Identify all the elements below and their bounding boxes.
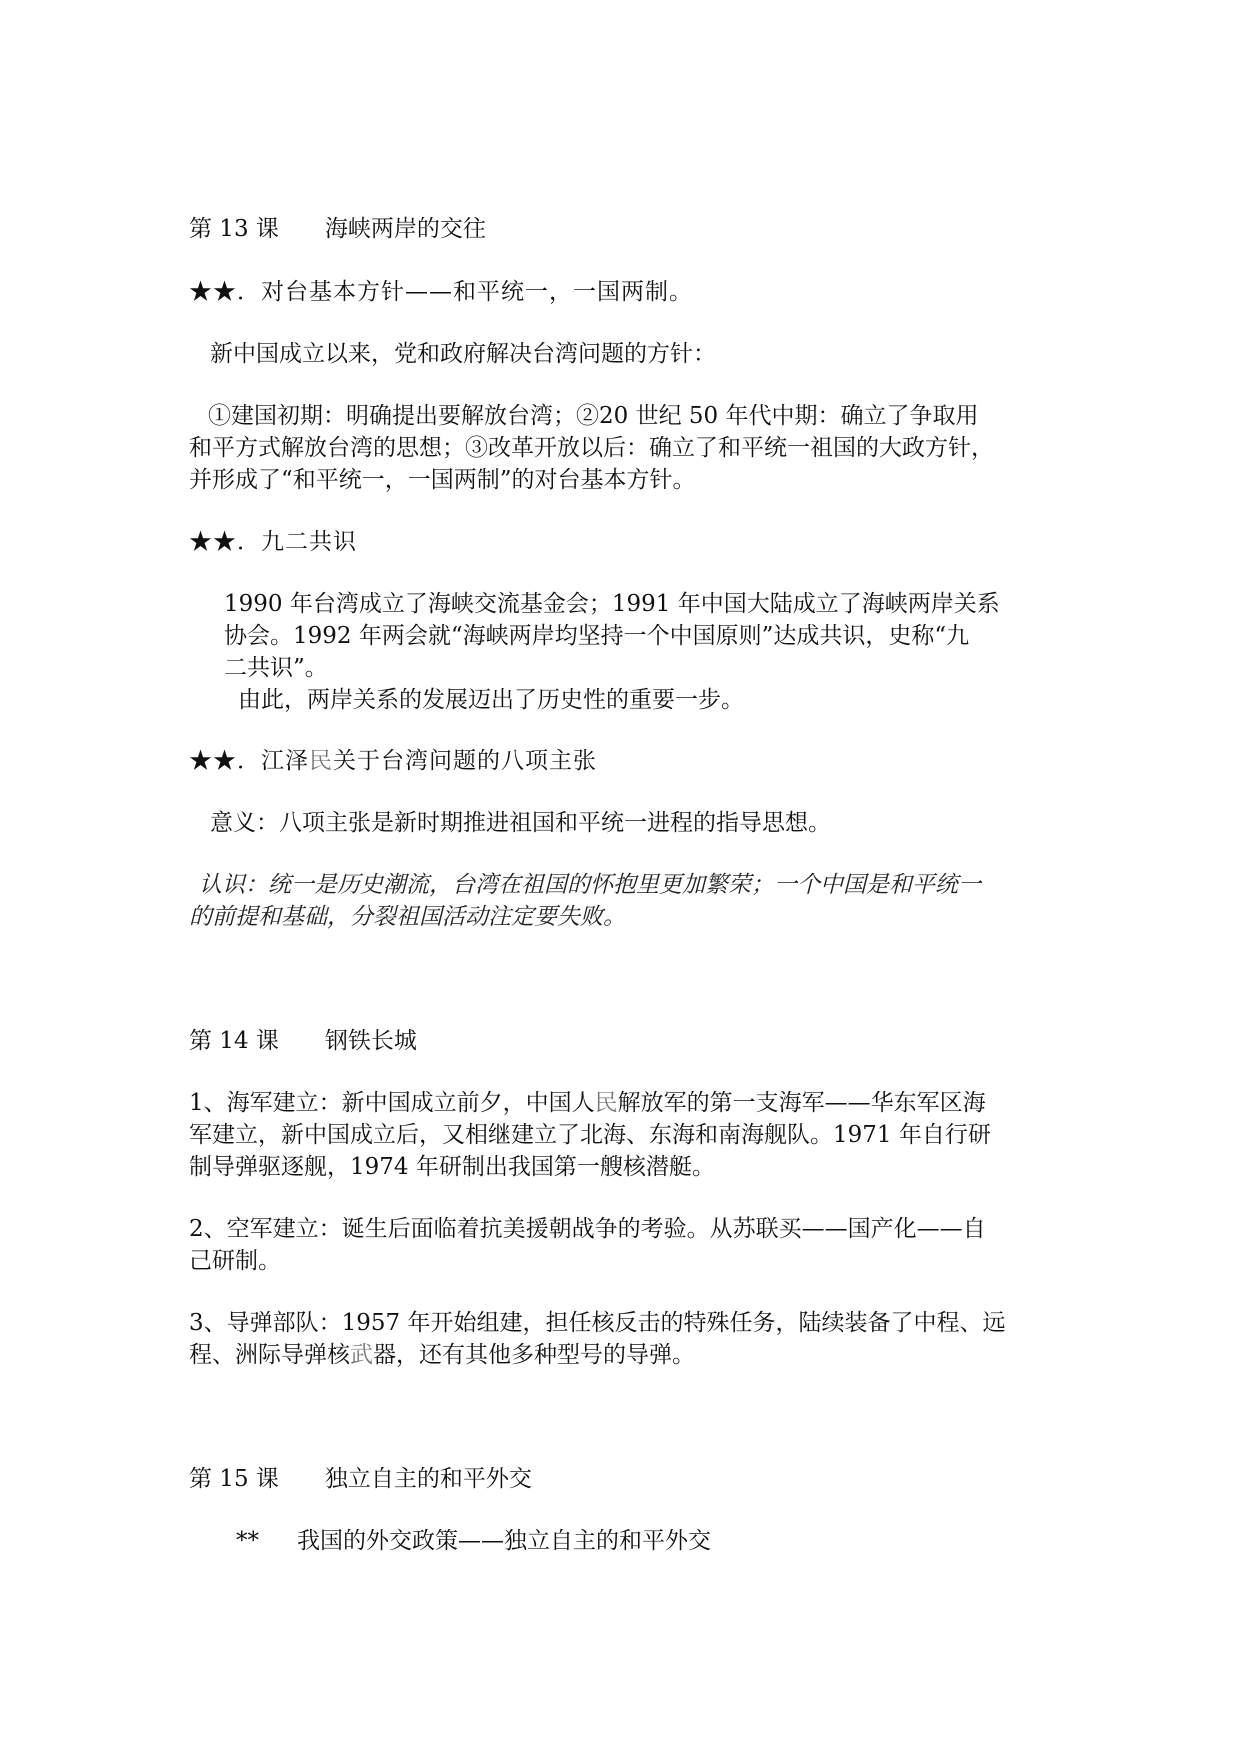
lesson-13-section-3-view-line-2: 的前提和基础，分裂祖国活动注定要失败。 — [189, 904, 626, 930]
para-3-line-2-post: 器，还有其他多种型号的导弹。 — [373, 1342, 695, 1368]
para-1-line-1-pre: 1、海军建立：新中国成立前夕，中国人 — [189, 1090, 595, 1116]
para-3-line-2-pre: 程、洲际导弹核 — [189, 1342, 350, 1368]
lesson-13-section-3-meaning: 意义：八项主张是新时期推进祖国和平统一进程的指导思想。 — [210, 810, 831, 836]
lesson-13-section-1-line-3: 并形成了“和平统一，一国两制”的对台基本方针。 — [189, 467, 696, 493]
lesson-15-heading: 第 15 课 独立自主的和平外交 — [189, 1466, 532, 1492]
lesson-14-para-2-line-2: 己研制。 — [189, 1248, 281, 1274]
lesson-13-section-2-line-2: 协会。1992 年两会就“海峡两岸均坚持一个中国原则”达成共识，史称“九 — [224, 623, 970, 649]
lesson-14-heading: 第 14 课 钢铁长城 — [189, 1028, 417, 1054]
lesson-13-section-3-title — [189, 745, 597, 778]
lesson-14-para-1-line-2: 军建立，新中国成立后，又相继建立了北海、东海和南海舰队。1971 年自行研 — [189, 1122, 991, 1148]
lesson-13-section-1-title: ★★．对台基本方针——和平统一，一国两制。 — [189, 279, 693, 305]
lesson-14-para-3-line-1: 3、导弹部队：1957 年开始组建，担任核反击的特殊任务，陆续装备了中程、远 — [189, 1310, 1006, 1336]
lesson-13-section-1-line-1: ①建国初期：明确提出要解放台湾；②20 世纪 50 年代中期：确立了争取用 — [208, 403, 979, 429]
lesson-14-para-1-line-3: 制导弹驱逐舰，1974 年研制出我国第一艘核潜艇。 — [189, 1154, 715, 1180]
lesson-13-section-1-line-2: 和平方式解放台湾的思想；③改革开放以后：确立了和平统一祖国的大政方针， — [189, 435, 994, 461]
lesson-13-section-2-line-4: 由此，两岸关系的发展迈出了历史性的重要一步。 — [238, 687, 744, 713]
lesson-13-heading: 第 13 课 海峡两岸的交往 — [189, 216, 486, 242]
lesson-13-section-2-line-1: 1990 年台湾成立了海峡交流基金会；1991 年中国大陆成立了海峡两岸关系 — [224, 591, 1000, 617]
lesson-13-section-1-intro: 新中国成立以来，党和政府解决台湾问题的方针： — [210, 341, 716, 367]
lesson-15-section-1-mark: ** — [236, 1528, 259, 1554]
para-3-line-2-faint-char: 武 — [350, 1342, 373, 1368]
lesson-14-para-3-line-2 — [189, 1339, 695, 1372]
section-3-title-post: 关于台湾问题的八项主张 — [333, 748, 597, 774]
para-1-line-1-faint-char: 民 — [594, 1090, 618, 1116]
lesson-13-section-3-view-line-1: 认识：统一是历史潮流，台湾在祖国的怀抱里更加繁荣；一个中国是和平统一 — [199, 872, 981, 898]
lesson-14-para-2-line-1: 2、空军建立：诞生后面临着抗美援朝战争的考验。从苏联买——国产化——自 — [189, 1216, 986, 1242]
section-3-title-faint-char: 民 — [309, 748, 333, 774]
lesson-15-section-1-title: 我国的外交政策——独立自主的和平外交 — [297, 1528, 711, 1554]
lesson-13-section-2-line-3: 二共识”。 — [224, 655, 328, 681]
section-3-title-pre: ★★．江泽 — [189, 748, 309, 774]
para-1-line-1-post: 解放军的第一支海军——华东军区海 — [617, 1090, 986, 1116]
lesson-14-para-1-line-1 — [189, 1087, 986, 1120]
lesson-13-section-2-title: ★★．九二共识 — [189, 529, 357, 555]
